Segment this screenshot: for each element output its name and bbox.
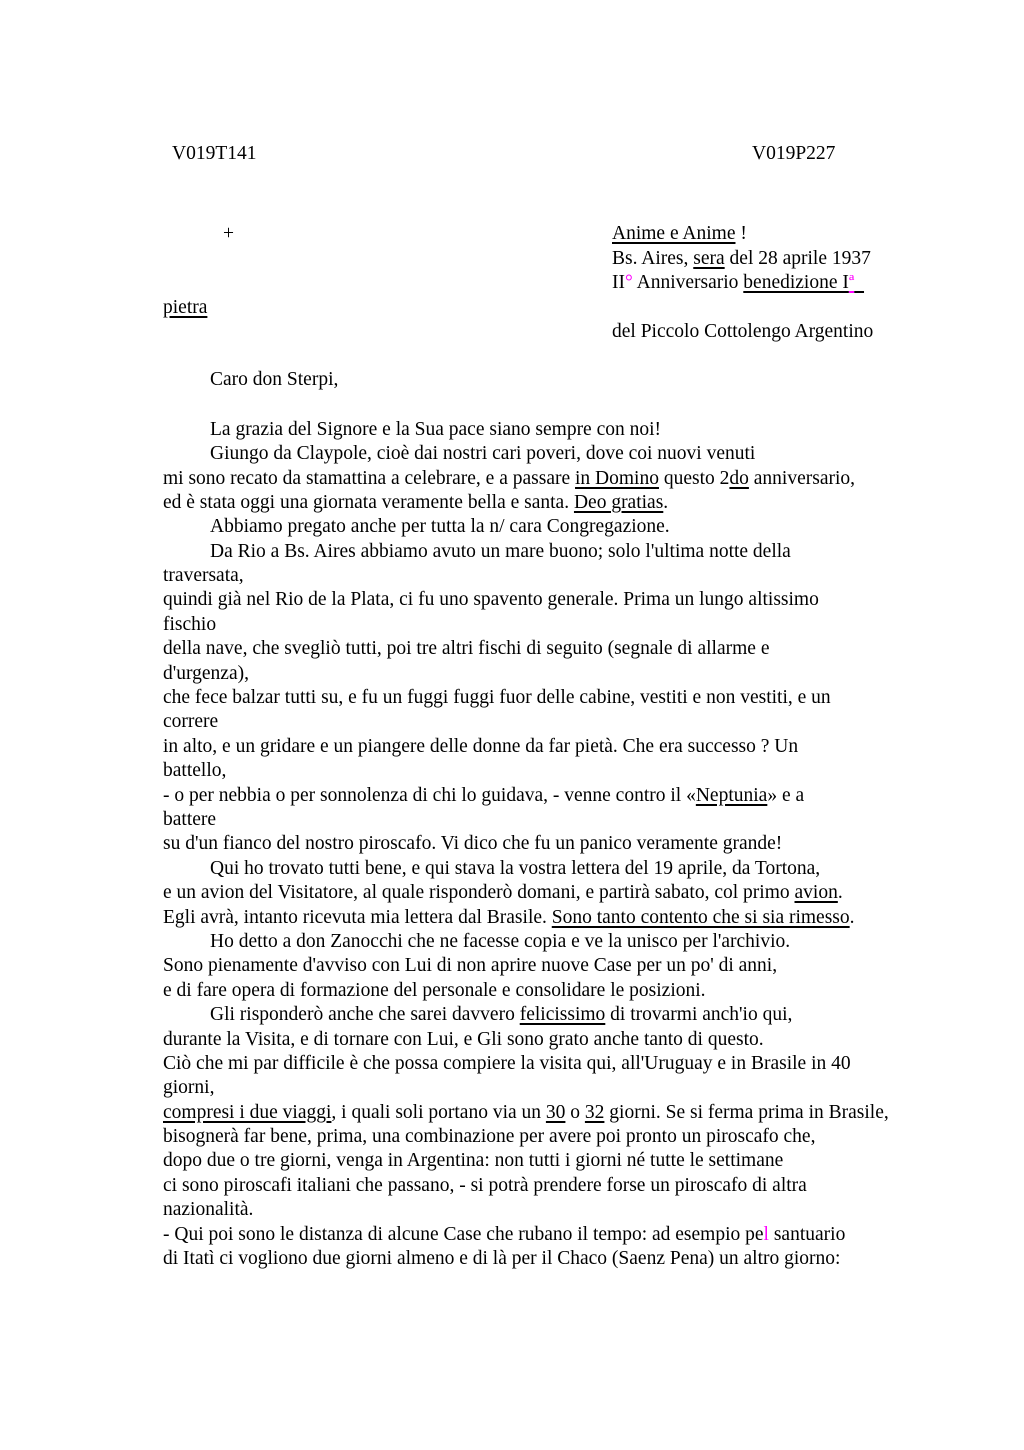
text-run: .: [849, 906, 855, 928]
text-run: pietra: [163, 296, 208, 318]
text-run: Sono pienamente d'avviso con Lui di non aprire nuove Case per un po' di anni,: [163, 955, 778, 977]
text-run: Giungo da Claypole, cioè dai nostri cari poveri, dove coi nuovi venuti: [210, 443, 756, 465]
text-run: V019T141: [172, 143, 257, 164]
anniversary-line: [612, 272, 864, 294]
text-line: [163, 760, 1023, 784]
text-line: [163, 419, 1023, 443]
text-line: [163, 565, 1023, 589]
text-line: [163, 443, 1023, 467]
text-segment: [612, 321, 873, 343]
text-run: Qui ho trovato tutti bene, e qui stava la vostra lettera del 19 aprile, da Tortona,: [210, 857, 821, 879]
text-run: in Domino: [575, 467, 659, 489]
text-run: o: [565, 1101, 585, 1123]
text-run: benedizione I: [743, 272, 849, 294]
text-segment: [163, 882, 843, 904]
text-line: [163, 1029, 1023, 1053]
text-run: del Piccolo Cottolengo Argentino: [612, 320, 874, 342]
text-segment: [163, 1077, 214, 1099]
text-run: l: [763, 1223, 769, 1245]
text-line: [163, 516, 1023, 540]
text-run: nazionalità.: [163, 1199, 254, 1221]
text-run: II: [612, 272, 625, 294]
text-segment: [163, 1199, 253, 1221]
text-segment: [163, 1053, 851, 1075]
text-run: - Qui poi sono le distanza di alcune Case che rubano il tempo: ad esempio pe: [163, 1223, 764, 1245]
text-run: che fece balzar tutti su, e fu un fuggi fuggi fuor delle cabine, vestiti e non vestiti, e un: [163, 687, 831, 709]
text-line: [163, 589, 1023, 613]
text-segment: [163, 614, 216, 636]
text-line: [163, 1126, 1023, 1150]
text-run: Ho detto a don Zanocchi che ne facesse copia e ve la unisco per l'archivio.: [210, 930, 791, 952]
text-run: giorni. Se si ferma prima in Brasile,: [604, 1101, 889, 1123]
text-run: .: [663, 491, 669, 513]
doc-code-right: [752, 143, 835, 165]
text-run: Da Rio a Bs. Aires abbiamo avuto un mare buono; solo l'ultima notte della: [210, 540, 791, 562]
text-segment: [163, 955, 777, 977]
text-segment: [163, 760, 226, 782]
text-line: [163, 687, 1023, 711]
text-segment: [163, 785, 804, 807]
text-run: Abbiamo pregato anche per tutta la n/ cara Congregazione.: [210, 516, 670, 538]
text-line: [163, 785, 1023, 809]
text-line: [163, 541, 1023, 565]
text-run: di Itatì ci vogliono due giorni almeno e di là per il Chaco (Saenz Pena) un altro giorno:: [163, 1248, 841, 1270]
cross-symbol: [223, 223, 234, 245]
text-segment: [163, 1224, 845, 1246]
text-line: [163, 833, 1023, 857]
text-segment: [163, 980, 706, 1002]
text-run: Deo gratias: [573, 491, 664, 513]
text-segment: [163, 663, 249, 685]
text-run: anniversario,: [748, 467, 856, 489]
text-segment: [163, 297, 207, 319]
text-run: battello,: [163, 760, 227, 782]
text-segment: [163, 589, 819, 611]
text-segment: [210, 516, 670, 538]
text-run: °: [625, 272, 633, 294]
text-run: Sono tanto contento che si sia rimesso: [551, 906, 850, 928]
text-run: questo 2: [658, 467, 730, 489]
blank-space: [163, 167, 1023, 223]
blank-space: [163, 394, 1023, 419]
doc-code-left: [172, 143, 257, 165]
header-row: [163, 143, 1023, 167]
text-segment: [163, 736, 798, 758]
text-segment: [163, 809, 216, 831]
text-line: [163, 1175, 1023, 1199]
text-line: [163, 809, 1023, 833]
text-line: [163, 1224, 1023, 1248]
text-line: [163, 931, 1023, 955]
text-run: battere: [163, 808, 217, 830]
letter-body: [163, 143, 1023, 1272]
text-run: Egli avrà, intanto ricevuta mia lettera dal Brasile.: [163, 906, 552, 928]
text-run: [854, 272, 864, 293]
text-segment: [163, 833, 782, 855]
text-run: e di fare opera di formazione del personale e consolidare le posizioni.: [163, 979, 706, 1001]
text-run: santuario: [768, 1223, 846, 1245]
text-line: [163, 858, 1023, 882]
text-line: [163, 907, 1023, 931]
text-segment: [163, 638, 769, 660]
text-run: mi sono recato da stamattina a celebrare, e a passare: [163, 467, 576, 489]
text-run: Bs. Aires,: [612, 247, 694, 269]
text-segment: [163, 907, 855, 929]
text-line: [163, 1150, 1023, 1174]
text-segment: [210, 858, 820, 880]
text-run: V019P227: [752, 143, 836, 164]
text-segment: [163, 565, 244, 587]
blank-space: [163, 345, 1023, 369]
text-segment: [210, 419, 661, 441]
text-run: , i quali soli portano via un: [331, 1101, 546, 1123]
text-run: .: [837, 882, 843, 904]
text-run: di trovarmi anch'io qui,: [605, 1004, 793, 1026]
text-run: traversata,: [163, 565, 244, 587]
text-run: Gli risponderò anche che sarei davvero: [210, 1004, 520, 1026]
text-line: [163, 955, 1023, 979]
text-run: e un avion del Visitatore, al quale risponderò domani, e partirà sabato, col primo: [163, 882, 795, 904]
text-segment: [163, 1248, 840, 1270]
text-run: 32: [584, 1101, 605, 1123]
text-line: [163, 1053, 1023, 1077]
text-run: - o per nebbia o per sonnolenza di chi lo guidava, - venne contro il «: [163, 784, 696, 806]
text-run: d'urgenza),: [163, 662, 249, 684]
text-run: Caro don Sterpi,: [210, 369, 339, 391]
text-run: ª: [848, 272, 855, 294]
text-run: !: [735, 223, 747, 245]
text-run: dopo due o tre giorni, venga in Argentina: non tutti i giorni né tutte le settimane: [163, 1150, 784, 1172]
text-run: 30: [545, 1101, 566, 1123]
text-line: [163, 663, 1023, 687]
text-run: in alto, e un gridare e un piangere delle donne da far pietà. Che era successo ? Un: [163, 735, 799, 757]
text-run: ed è stata oggi una giornata veramente bella e santa.: [163, 491, 574, 513]
text-run: Anniversario: [632, 272, 744, 294]
text-run: ci sono piroscafi italiani che passano, - si potrà prendere forse un piroscafo di altra: [163, 1174, 807, 1196]
text-run: felicissimo: [519, 1004, 606, 1026]
heading-title: [612, 223, 747, 245]
text-segment: [163, 1175, 807, 1197]
text-segment: [163, 1029, 764, 1051]
text-run: Anime e Anime: [612, 223, 736, 245]
text-run: do: [729, 467, 749, 489]
text-segment: [163, 1150, 783, 1172]
text-line: [163, 468, 1023, 492]
text-segment: [163, 492, 668, 514]
text-run: del 28 aprile 1937: [724, 247, 871, 269]
text-run: avion: [794, 882, 838, 904]
text-line: [163, 638, 1023, 662]
text-segment: [210, 443, 755, 465]
salutation-row: [163, 369, 1023, 393]
text-segment: [163, 1126, 815, 1148]
text-run: bisognerà far bene, prima, una combinazione per avere poi pronto un piroscafo che,: [163, 1126, 816, 1148]
text-run: La grazia del Signore e la Sua pace siano sempre con noi!: [210, 418, 662, 440]
text-line: [163, 1248, 1023, 1272]
text-run: Ciò che mi par difficile è che possa compiere la visita qui, all'Uruguay e in Brasile in 40: [163, 1052, 851, 1074]
text-segment: [210, 1004, 792, 1026]
text-run: » e a: [767, 784, 805, 806]
text-run: correre: [163, 711, 219, 733]
text-line: [163, 1004, 1023, 1028]
text-run: +: [223, 223, 234, 245]
text-line: [163, 736, 1023, 760]
text-run: durante la Visita, e di tornare con Lui, e Gli sono grato anche tanto di questo.: [163, 1028, 764, 1050]
dateline: [612, 248, 871, 270]
text-run: compresi i due viaggi: [163, 1101, 332, 1123]
text-line: [163, 1199, 1023, 1223]
text-line: [163, 614, 1023, 638]
anniversary-row: [163, 272, 1023, 296]
text-run: Neptunia: [695, 784, 768, 806]
text-segment: [163, 687, 831, 709]
text-line: [163, 321, 1023, 345]
text-line: [163, 1102, 1023, 1126]
text-segment: [210, 369, 338, 391]
text-line: [163, 711, 1023, 735]
text-segment: [163, 468, 855, 490]
text-segment: [210, 541, 791, 563]
text-run: fischio: [163, 613, 217, 635]
text-run: quindi già nel Rio de la Plata, ci fu uno spavento generale. Prima un lungo altissimo: [163, 589, 819, 611]
text-line: [163, 297, 1023, 321]
dateline-row: [163, 248, 1023, 272]
text-segment: [163, 711, 218, 733]
text-run: su d'un fianco del nostro piroscafo. Vi dico che fu un panico veramente grande!: [163, 833, 783, 855]
text-run: giorni,: [163, 1077, 215, 1099]
text-line: [163, 492, 1023, 516]
text-line: [163, 1077, 1023, 1101]
text-run: sera: [693, 247, 725, 269]
text-line: [163, 980, 1023, 1004]
heading-row: [163, 223, 1023, 247]
text-run: della nave, che svegliò tutti, poi tre altri fischi di seguito (segnale di allarme e: [163, 638, 770, 660]
text-line: [163, 882, 1023, 906]
text-segment: [210, 931, 790, 953]
text-segment: [163, 1102, 889, 1124]
